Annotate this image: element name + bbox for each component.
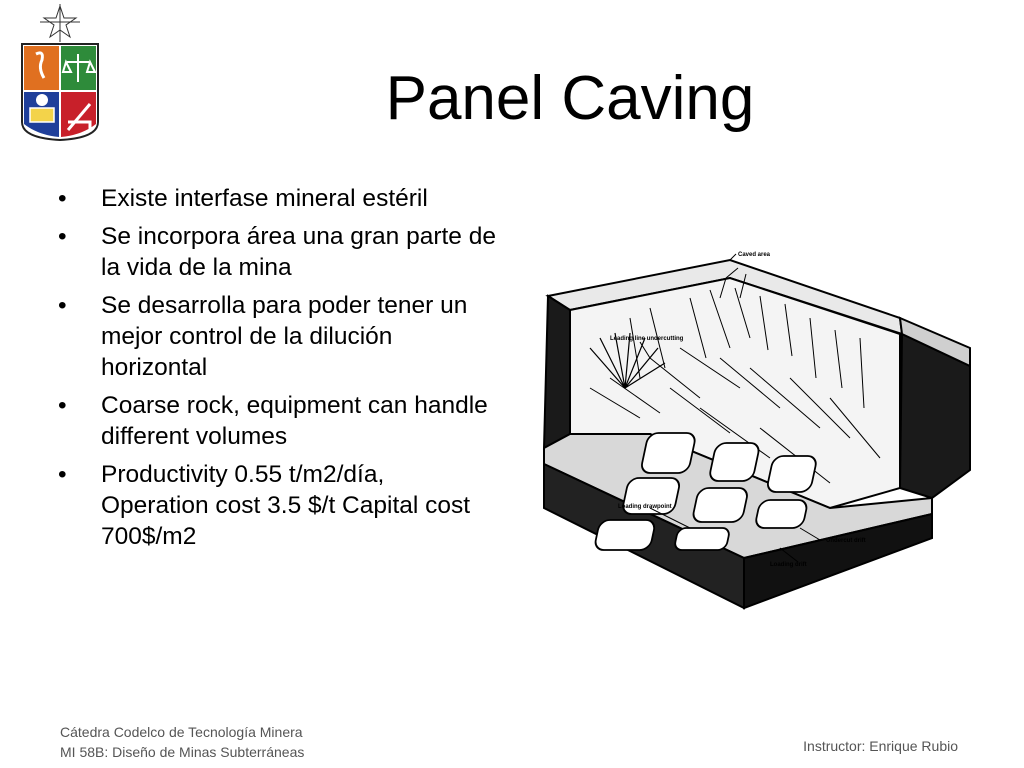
bullet-text: Coarse rock, equipment can handle different volumes bbox=[101, 392, 488, 450]
bullet-text: Existe interfase mineral estéril bbox=[101, 185, 428, 212]
bullet-text: Se desarrolla para poder tener un mejor control de la dilución horizontal bbox=[101, 292, 468, 381]
bullet-dot: • bbox=[58, 185, 67, 212]
bullet-item bbox=[58, 390, 498, 452]
bullet-dot: • bbox=[58, 223, 67, 250]
bullet-dot: • bbox=[58, 392, 67, 419]
bullet-item bbox=[58, 221, 498, 283]
university-shield-logo bbox=[18, 4, 102, 144]
footer-line-2: MI 58B: Diseño de Minas Subterráneas bbox=[60, 744, 305, 760]
left-wall bbox=[544, 296, 570, 448]
bullet-text: Se incorpora área una gran parte de la vida de la mina bbox=[101, 223, 496, 281]
label-leading-undercutting: Leading line undercutting bbox=[610, 336, 684, 342]
footer-instructor: Instructor: Enrique Rubio bbox=[803, 738, 958, 754]
label-loading-drift: Loading drift bbox=[770, 562, 807, 568]
star-emblem-icon bbox=[40, 4, 80, 42]
panel-caving-diagram bbox=[530, 238, 975, 610]
bullet-item bbox=[58, 290, 498, 383]
bullet-list bbox=[58, 183, 498, 559]
footer-course-info bbox=[60, 722, 304, 762]
bullet-item bbox=[58, 183, 498, 214]
bullet-dot: • bbox=[58, 292, 67, 319]
label-caved-area: Caved area bbox=[738, 252, 771, 258]
bullet-item bbox=[58, 459, 498, 552]
bullet-text: Productivity 0.55 t/m2/día, Operation cost 3.5 $/t Capital cost 700$/m2 bbox=[101, 461, 471, 550]
slide-title: Panel Caving bbox=[385, 64, 755, 133]
label-undercut-drift: Undercut drift bbox=[826, 538, 866, 544]
bullet-dot: • bbox=[58, 461, 67, 488]
label-loading-drawpoint: Loading drawpoint bbox=[618, 504, 672, 510]
footer-line-1: Cátedra Codelco de Tecnología Minera bbox=[60, 724, 303, 740]
